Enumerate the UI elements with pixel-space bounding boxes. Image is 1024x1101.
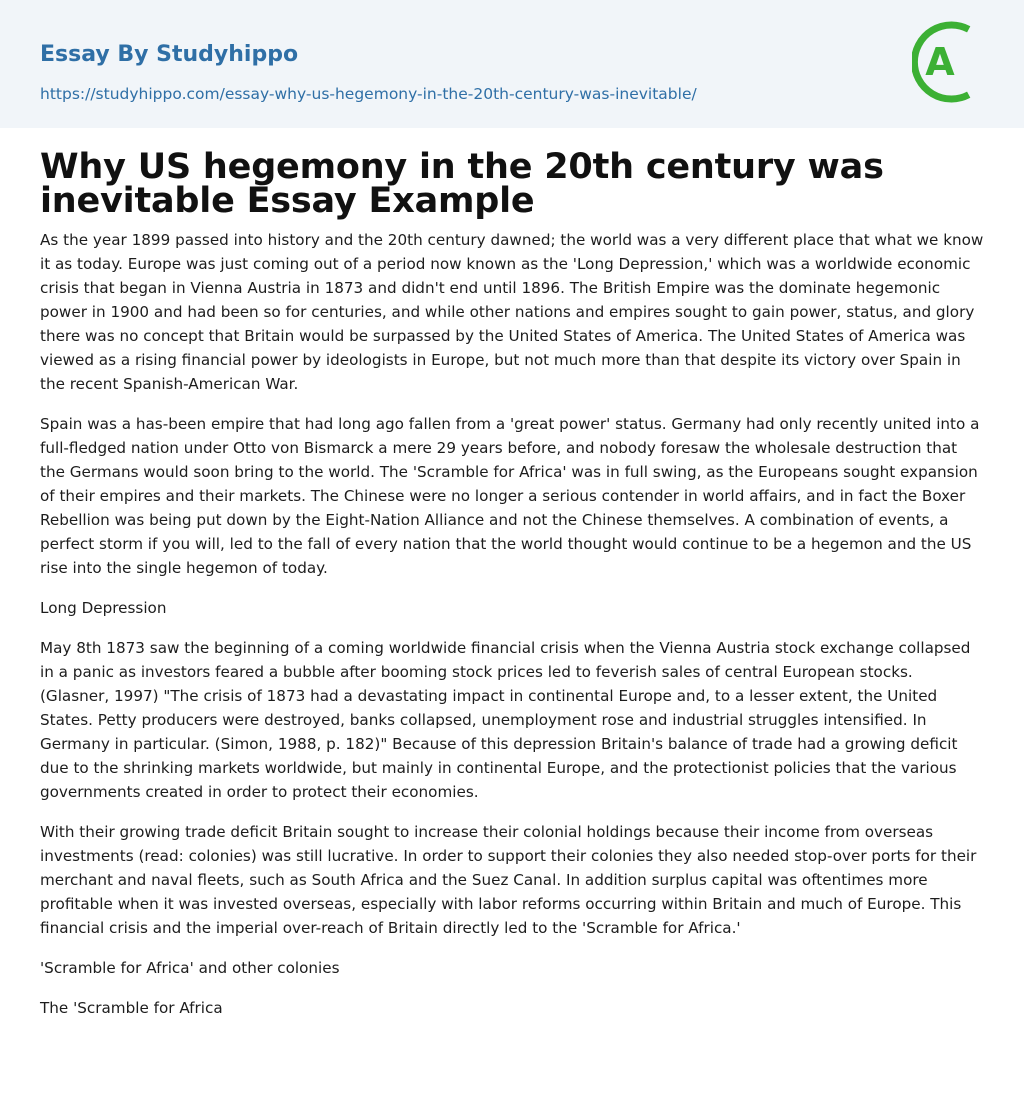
section-heading: Long Depression [40,599,167,617]
paragraph: As the year 1899 passed into history and the 20th century dawned; the world was a very different place that what we know it as today. Europe was just coming out of a period now known as the 'Long Depression,' which was a worldwide economic crisis that began in Vienna Austria in 1873 and didn't end until 1896. The British Empire was the dominate hegemonic power in 1900 and had been so for centuries, and while other nations and empires sought to gain power, status, and glory there was no concept that Britain would be surpassed by the United States of America. The United States of America was viewed as a rising financial power by ideologists in Europe, but not much more than that despite its victory over Spain in the recent Spanish-American War. [40,231,984,393]
site-header [0,0,1024,128]
paragraph: Spain was a has-been empire that had long ago fallen from a 'great power' status. Germany had only recently united into a full-fledged nation under Otto von Bismarck a mere 29 years before, and nobody foresaw the wholesale destruction that the Germans would soon bring to the world. The 'Scramble for Africa' was in full swing, as the Europeans sought expansion of their empires and their markets. The Chinese were no longer a serious contender in world affairs, and in fact the Boxer Rebellion was being put down by the Eight-Nation Alliance and not the Chinese themselves. A combination of events, a perfect storm if you will, led to the fall of every nation that the world thought would continue to be a hegemon and the US rise into the single hegemon of today. [40,415,980,577]
source-url-link[interactable]: https://studyhippo.com/essay-why-us-hegemony-in-the-20th-century-was-inevitable/ [40,85,697,103]
section-heading: The 'Scramble for Africa [40,999,223,1017]
paragraph: May 8th 1873 saw the beginning of a coming worldwide financial crisis when the Vienna Austria stock exchange collapsed in a panic as investors feared a bubble after booming stock prices led to feverish sales of central European stocks. (Glasner, 1997) "The crisis of 1873 had a devastating impact in continental Europe and, to a lesser extent, the United States. Petty producers were destroyed, banks collapsed, unemployment rose and industrial struggles intensified. In Germany in particular. (Simon, 1988, p. 182)" Because of this depression Britain's balance of trade had a growing deficit due to the shrinking markets worldwide, but mainly in continental Europe, and the protectionist policies that the various governments created in order to protect their economies. [40,639,971,801]
page-title: Why US hegemony in the 20th century was inevitable Essay Example [40,147,884,221]
paragraph: With their growing trade deficit Britain sought to increase their colonial holdings because their income from overseas investments (read: colonies) was still lucrative. In order to support their colonies they also needed stop-over ports for their merchant and naval fleets, such as South Africa and the Suez Canal. In addition surplus capital was oftentimes more profitable when it was invested overseas, especially with labor reforms occurring within Britain and much of Europe. This financial crisis and the imperial over-reach of Britain directly led to the 'Scramble for Africa.' [40,823,977,937]
article [0,128,1024,1020]
logo-icon [912,18,988,106]
brand-title[interactable]: Essay By Studyhippo [40,42,299,67]
studyhippo-logo[interactable] [912,18,988,106]
section-heading: 'Scramble for Africa' and other colonies [40,959,340,977]
logo-letter: A [925,40,955,84]
